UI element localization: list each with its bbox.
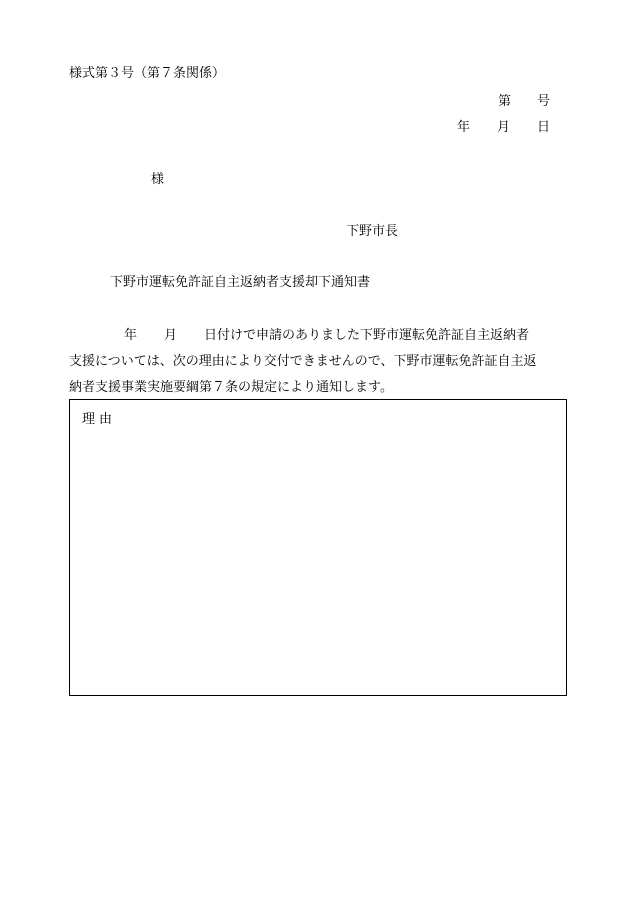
issue-date-year: 年 bbox=[457, 120, 471, 135]
reason-box bbox=[69, 399, 567, 696]
notice-body-line-1-rest: 日付けで申請のありました下野市運転免許証自主返納者 bbox=[204, 328, 530, 343]
issue-number-prefix: 第 bbox=[498, 94, 512, 109]
addressee-honorific: 様 bbox=[151, 172, 165, 187]
notice-body-line-1 bbox=[69, 323, 589, 349]
notice-body-line-3: 納者支援事業実施要綱第７条の規定により通知します。 bbox=[69, 380, 393, 395]
form-number: 様式第３号（第７条関係） bbox=[69, 66, 226, 81]
reason-label: 理由 bbox=[82, 412, 117, 427]
issuer-title: 下野市長 bbox=[346, 224, 399, 239]
issue-date-month: 月 bbox=[497, 120, 511, 135]
issue-date-day: 日 bbox=[537, 120, 551, 135]
notice-body-year: 年 bbox=[124, 328, 138, 343]
notice-body bbox=[69, 323, 589, 401]
notice-body-month: 月 bbox=[164, 328, 178, 343]
issue-date bbox=[457, 120, 550, 136]
issue-number-suffix: 号 bbox=[537, 94, 551, 109]
notice-body-line-2: 支援については、次の理由により交付できませんので、下野市運転免許証自主返 bbox=[69, 354, 537, 369]
issue-number bbox=[498, 94, 550, 110]
document-title: 下野市運転免許証自主返納者支援却下通知書 bbox=[110, 275, 371, 290]
